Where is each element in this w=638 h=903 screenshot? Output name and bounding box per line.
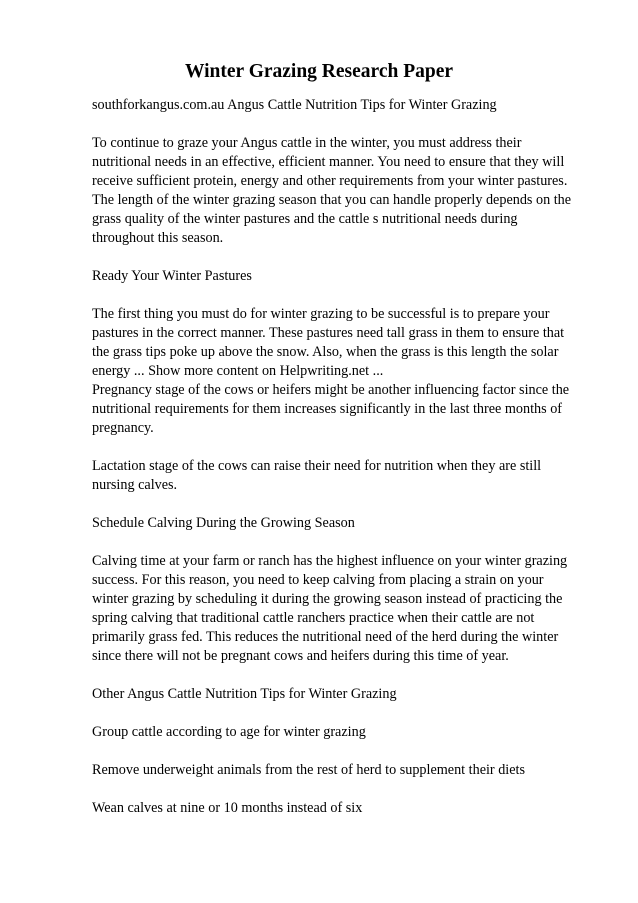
paragraph-line: primarily grass fed. This reduces the nutritional need of the herd during the winter [92, 629, 559, 645]
paragraph-line: The length of the winter grazing season that you can handle properly depends on the [92, 192, 572, 208]
calving-paragraph [92, 552, 592, 666]
page-title: Winter Grazing Research Paper [184, 61, 454, 82]
intro-paragraph [92, 134, 592, 248]
paragraph-line: success. For this reason, you need to keep calving from placing a strain on your [92, 572, 544, 588]
paragraph-line: To continue to graze your Angus cattle in the winter, you must address their [92, 135, 522, 151]
section-heading-tips: Other Angus Cattle Nutrition Tips for Winter Grazing [92, 686, 397, 702]
paragraph-line: receive sufficient protein, energy and other requirements from your winter pastures. [92, 173, 568, 189]
paragraph-line: nutritional needs in an effective, efficient manner. You need to ensure that they will [92, 154, 565, 170]
paragraph-line: Pregnancy stage of the cows or heifers might be another influencing factor since the [92, 382, 570, 398]
section-heading-calving: Schedule Calving During the Growing Season [92, 515, 355, 531]
tip-wean-calves: Wean calves at nine or 10 months instead of six [92, 800, 363, 816]
source-line: southforkangus.com.au Angus Cattle Nutrition Tips for Winter Grazing [92, 97, 497, 113]
tip-remove-underweight: Remove underweight animals from the rest of herd to supplement their diets [92, 762, 526, 778]
paragraph-line: The first thing you must do for winter grazing to be successful is to prepare your [92, 306, 550, 322]
paragraph-line: nutritional requirements for them increases significantly in the last three months of [92, 401, 563, 417]
tip-group-cattle: Group cattle according to age for winter grazing [92, 724, 366, 740]
paragraph-line: Calving time at your farm or ranch has the highest influence on your winter grazing [92, 553, 568, 569]
paragraph-line: nursing calves. [92, 477, 178, 493]
lactation-paragraph [92, 457, 592, 495]
paragraph-line: winter grazing by scheduling it during the growing season instead of practicing the [92, 591, 563, 607]
document-body [92, 96, 592, 837]
paragraph-line: throughout this season. [92, 230, 224, 246]
paragraph-line: energy ... Show more content on Helpwriting.net ... [92, 363, 384, 379]
paragraph-line: pregnancy. [92, 420, 154, 436]
paragraph-line: pastures in the correct manner. These pastures need tall grass in them to ensure that [92, 325, 565, 341]
pregnancy-paragraph [92, 381, 592, 438]
paragraph-line: Lactation stage of the cows can raise their need for nutrition when they are still [92, 458, 542, 474]
section-heading-pastures: Ready Your Winter Pastures [92, 268, 252, 284]
paragraph-line: the grass tips poke up above the snow. Also, when the grass is this length the solar [92, 344, 559, 360]
pastures-paragraph [92, 305, 592, 381]
paragraph-line: spring calving that traditional cattle ranchers practice when their cattle are not [92, 610, 535, 626]
paragraph-line: grass quality of the winter pastures and the cattle s nutritional needs during [92, 211, 518, 227]
paragraph-line: since there will not be pregnant cows and heifers during this time of year. [92, 648, 509, 664]
